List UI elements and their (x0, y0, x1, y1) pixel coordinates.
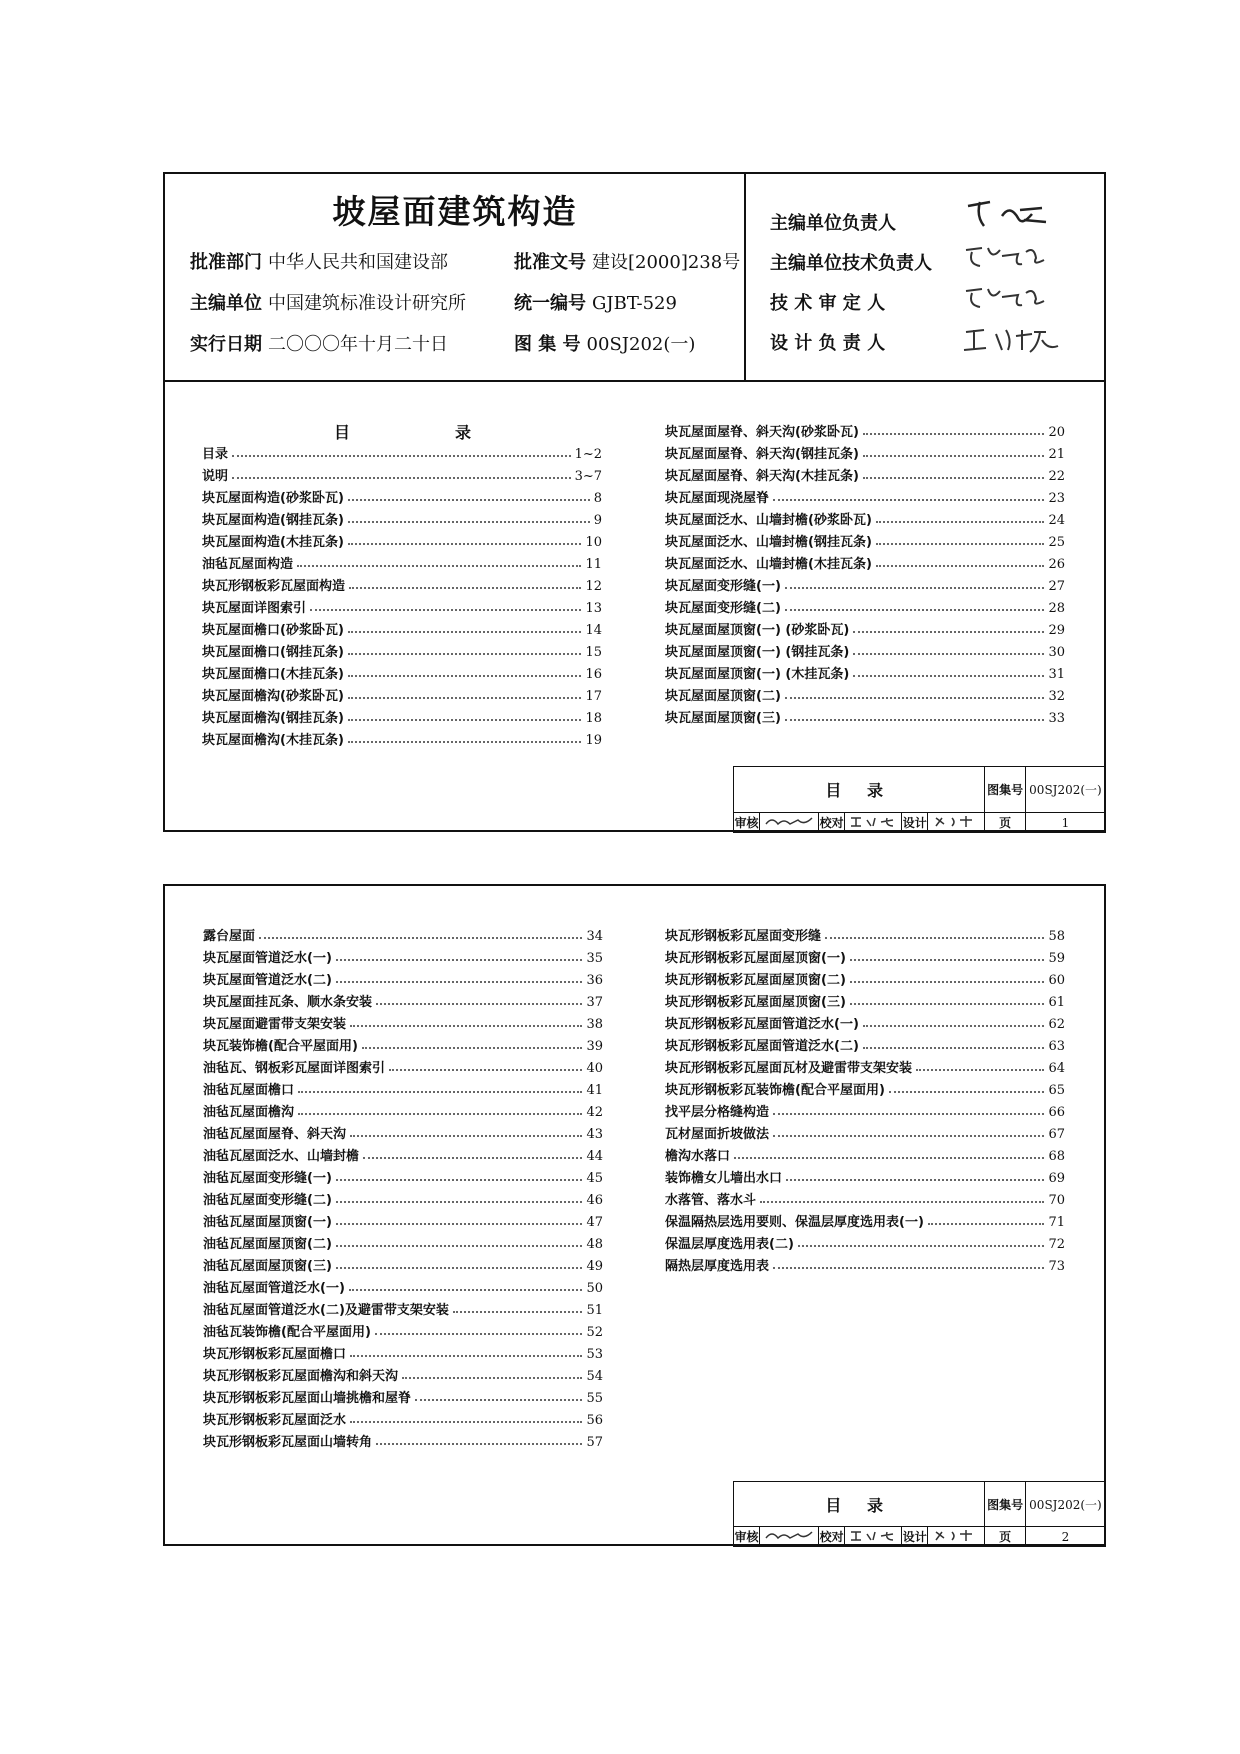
toc-item[interactable]: 油毡瓦屋面屋顶窗(三) 49 (203, 1259, 603, 1274)
titleblock-atlas-label: 图集号 (985, 1482, 1026, 1527)
toc-item[interactable]: 块瓦屋面挂瓦条、顺水条安装 37 (203, 995, 603, 1010)
toc-item[interactable]: 块瓦屋面屋顶窗(一) (木挂瓦条) 31 (665, 667, 1065, 682)
toc-item[interactable]: 块瓦装饰檐(配合平屋面用) 39 (203, 1039, 603, 1054)
toc-item[interactable]: 块瓦形钢板彩瓦屋面瓦材及避雷带支架安装 64 (665, 1061, 1065, 1076)
titleblock-name: 目 录 (734, 1482, 985, 1527)
toc-item[interactable]: 块瓦屋面现浇屋脊 23 (665, 491, 1065, 506)
toc-item[interactable]: 油毡瓦屋面屋顶窗(二) 48 (203, 1237, 603, 1252)
approval-no: 批准文号 建设[2000]238号 (514, 252, 741, 273)
toc-item[interactable]: 保温层厚度选用表(二) 72 (665, 1237, 1065, 1252)
toc-item[interactable]: 块瓦屋面檐口(砂浆卧瓦) 14 (202, 623, 602, 638)
toc-item[interactable]: 块瓦屋面屋顶窗(二) 32 (665, 689, 1065, 704)
toc-item[interactable]: 油毡瓦屋面管道泛水(二)及避雷带支架安装 51 (203, 1303, 603, 1318)
toc-item[interactable]: 块瓦形钢板彩瓦屋面泛水 56 (203, 1413, 603, 1428)
sheet1-toc-left (202, 440, 602, 748)
titleblock-design-label: 设计 (902, 813, 928, 833)
approval-dept: 批准部门 中华人民共和国建设部 (190, 252, 448, 273)
toc-item[interactable]: 块瓦屋面檐口(钢挂瓦条) 15 (202, 645, 602, 660)
person-chief-tech: 主编单位技术负责人 (770, 253, 932, 274)
titleblock-design-signature (928, 1527, 985, 1547)
toc-item[interactable]: 块瓦形钢板彩瓦屋面檐沟和斜天沟 54 (203, 1369, 603, 1384)
person-tech-review: 技 术 审 定 人 (770, 293, 886, 314)
toc-item[interactable]: 油毡瓦屋面变形缝(一) 45 (203, 1171, 603, 1186)
toc-item[interactable]: 块瓦屋面泛水、山墙封檐(木挂瓦条) 26 (665, 557, 1065, 572)
atlas-title: 坡屋面建筑构造 (332, 192, 578, 231)
toc-item[interactable]: 块瓦屋面檐沟(木挂瓦条) 19 (202, 733, 602, 748)
titleblock-review-signature (759, 813, 818, 833)
person-chief-unit: 主编单位负责人 (770, 213, 896, 234)
titleblock-review-label: 审核 (734, 1527, 760, 1547)
toc-item[interactable]: 块瓦屋面屋脊、斜天沟(木挂瓦条) 22 (665, 469, 1065, 484)
titleblock-page-no: 1 (1025, 813, 1105, 833)
toc-item[interactable]: 油毡瓦屋面泛水、山墙封檐 44 (203, 1149, 603, 1164)
toc-item[interactable]: 块瓦形钢板彩瓦屋面檐口 53 (203, 1347, 603, 1362)
toc-item[interactable]: 油毡瓦屋面管道泛水(一) 50 (203, 1281, 603, 1296)
toc-item[interactable]: 块瓦形钢板彩瓦屋面屋顶窗(一) 59 (665, 951, 1065, 966)
toc-item[interactable]: 油毡瓦屋面变形缝(二) 46 (203, 1193, 603, 1208)
person-design-lead: 设 计 负 责 人 (770, 333, 886, 354)
toc-item[interactable]: 块瓦形钢板彩瓦装饰檐(配合平屋面用) 65 (665, 1083, 1065, 1098)
sheet2-title-block (733, 1481, 1106, 1547)
toc-item[interactable]: 块瓦屋面泛水、山墙封檐(砂浆卧瓦) 24 (665, 513, 1065, 528)
toc-heading-lu: 录 (455, 423, 472, 442)
toc-item[interactable]: 块瓦屋面檐口(木挂瓦条) 16 (202, 667, 602, 682)
titleblock-design-signature (928, 813, 985, 833)
toc-item[interactable]: 目录 1~2 (202, 447, 602, 462)
toc-item[interactable]: 块瓦屋面变形缝(二) 28 (665, 601, 1065, 616)
toc-item[interactable]: 油毡瓦屋面屋顶窗(一) 47 (203, 1215, 603, 1230)
sheet1-title-block (733, 766, 1106, 833)
sheet2-toc-right (665, 922, 1065, 1274)
toc-item[interactable]: 水落管、落水斗 70 (665, 1193, 1065, 1208)
sheet2-toc-left (203, 922, 603, 1450)
toc-item[interactable]: 块瓦形钢板彩瓦屋面构造 12 (202, 579, 602, 594)
unified-no: 统一编号 GJBT-529 (514, 293, 677, 314)
editor-unit: 主编单位 中国建筑标准设计研究所 (190, 293, 466, 314)
toc-item[interactable]: 油毡瓦屋面檐沟 42 (203, 1105, 603, 1120)
signature-3 (962, 283, 1052, 313)
toc-item[interactable]: 说明 3~7 (202, 469, 602, 484)
titleblock-check-signature (845, 1527, 902, 1547)
titleblock-check-signature (845, 813, 902, 833)
toc-item[interactable]: 块瓦屋面檐沟(钢挂瓦条) 18 (202, 711, 602, 726)
titleblock-check-label: 校对 (819, 1527, 845, 1547)
titleblock-review-signature (759, 1527, 818, 1547)
toc-item[interactable]: 块瓦形钢板彩瓦屋面山墙挑檐和屋脊 55 (203, 1391, 603, 1406)
titleblock-page-label: 页 (985, 1527, 1026, 1547)
toc-item[interactable]: 油毡瓦、钢板彩瓦屋面详图索引 40 (203, 1061, 603, 1076)
toc-heading-mu: 目 (334, 423, 351, 442)
toc-item[interactable]: 块瓦屋面构造(钢挂瓦条) 9 (202, 513, 602, 528)
toc-item[interactable]: 油毡瓦装饰檐(配合平屋面用) 52 (203, 1325, 603, 1340)
effective-date: 实行日期 二〇〇〇年十月二十日 (190, 334, 448, 355)
toc-item[interactable]: 油毡瓦屋面屋脊、斜天沟 43 (203, 1127, 603, 1142)
toc-item[interactable]: 块瓦屋面屋脊、斜天沟(钢挂瓦条) 21 (665, 447, 1065, 462)
toc-item[interactable]: 块瓦屋面详图索引 13 (202, 601, 602, 616)
toc-item[interactable]: 块瓦形钢板彩瓦屋面管道泛水(二) 63 (665, 1039, 1065, 1054)
titleblock-page-no: 2 (1025, 1527, 1105, 1547)
titleblock-atlas-no: 00SJ202(一) (1025, 767, 1105, 813)
toc-item[interactable]: 块瓦屋面构造(木挂瓦条) 10 (202, 535, 602, 550)
toc-item[interactable]: 块瓦形钢板彩瓦屋面变形缝 58 (665, 929, 1065, 944)
toc-item[interactable]: 块瓦屋面避雷带支架安装 38 (203, 1017, 603, 1032)
toc-item[interactable]: 找平层分格缝构造 66 (665, 1105, 1065, 1120)
titleblock-page-label: 页 (985, 813, 1026, 833)
titleblock-name: 目 录 (734, 767, 985, 813)
toc-item[interactable]: 块瓦形钢板彩瓦屋面屋顶窗(三) 61 (665, 995, 1065, 1010)
toc-item[interactable]: 块瓦形钢板彩瓦屋面屋顶窗(二) 60 (665, 973, 1065, 988)
toc-item[interactable]: 隔热层厚度选用表 73 (665, 1259, 1065, 1274)
toc-item[interactable]: 瓦材屋面折坡做法 67 (665, 1127, 1065, 1142)
toc-item[interactable]: 块瓦屋面变形缝(一) 27 (665, 579, 1065, 594)
toc-item[interactable]: 檐沟水落口 68 (665, 1149, 1065, 1164)
header-divider-horizontal (163, 380, 1106, 382)
toc-item[interactable]: 块瓦形钢板彩瓦屋面山墙转角 57 (203, 1435, 603, 1450)
toc-item[interactable]: 露台屋面 34 (203, 929, 603, 944)
signature-1 (962, 196, 1052, 232)
titleblock-check-label: 校对 (819, 813, 845, 833)
toc-item[interactable]: 块瓦屋面檐沟(砂浆卧瓦) 17 (202, 689, 602, 704)
titleblock-review-label: 审核 (734, 813, 760, 833)
toc-item[interactable]: 块瓦形钢板彩瓦屋面管道泛水(一) 62 (665, 1017, 1065, 1032)
toc-item[interactable]: 块瓦屋面管道泛水(一) 35 (203, 951, 603, 966)
toc-item[interactable]: 装饰檐女儿墙出水口 69 (665, 1171, 1065, 1186)
titleblock-atlas-label: 图集号 (985, 767, 1026, 813)
toc-item[interactable]: 块瓦屋面屋顶窗(三) 33 (665, 711, 1065, 726)
toc-item[interactable]: 油毡瓦屋面构造 11 (202, 557, 602, 572)
signature-2 (962, 242, 1052, 272)
sheet1-toc-right (665, 418, 1065, 726)
toc-item[interactable]: 块瓦屋面构造(砂浆卧瓦) 8 (202, 491, 602, 506)
toc-item[interactable]: 油毡瓦屋面檐口 41 (203, 1083, 603, 1098)
titleblock-design-label: 设计 (902, 1527, 928, 1547)
toc-item[interactable]: 块瓦屋面屋脊、斜天沟(砂浆卧瓦) 20 (665, 425, 1065, 440)
toc-item[interactable]: 块瓦屋面管道泛水(二) 36 (203, 973, 603, 988)
atlas-number: 图 集 号 00SJ202(一) (514, 334, 696, 355)
toc-item[interactable]: 块瓦屋面泛水、山墙封檐(钢挂瓦条) 25 (665, 535, 1065, 550)
toc-item[interactable]: 块瓦屋面屋顶窗(一) (砂浆卧瓦) 29 (665, 623, 1065, 638)
toc-item[interactable]: 保温隔热层选用要则、保温层厚度选用表(一) 71 (665, 1215, 1065, 1230)
toc-item[interactable]: 块瓦屋面屋顶窗(一) (钢挂瓦条) 30 (665, 645, 1065, 660)
signature-4 (962, 324, 1062, 356)
titleblock-atlas-no: 00SJ202(一) (1025, 1482, 1105, 1527)
